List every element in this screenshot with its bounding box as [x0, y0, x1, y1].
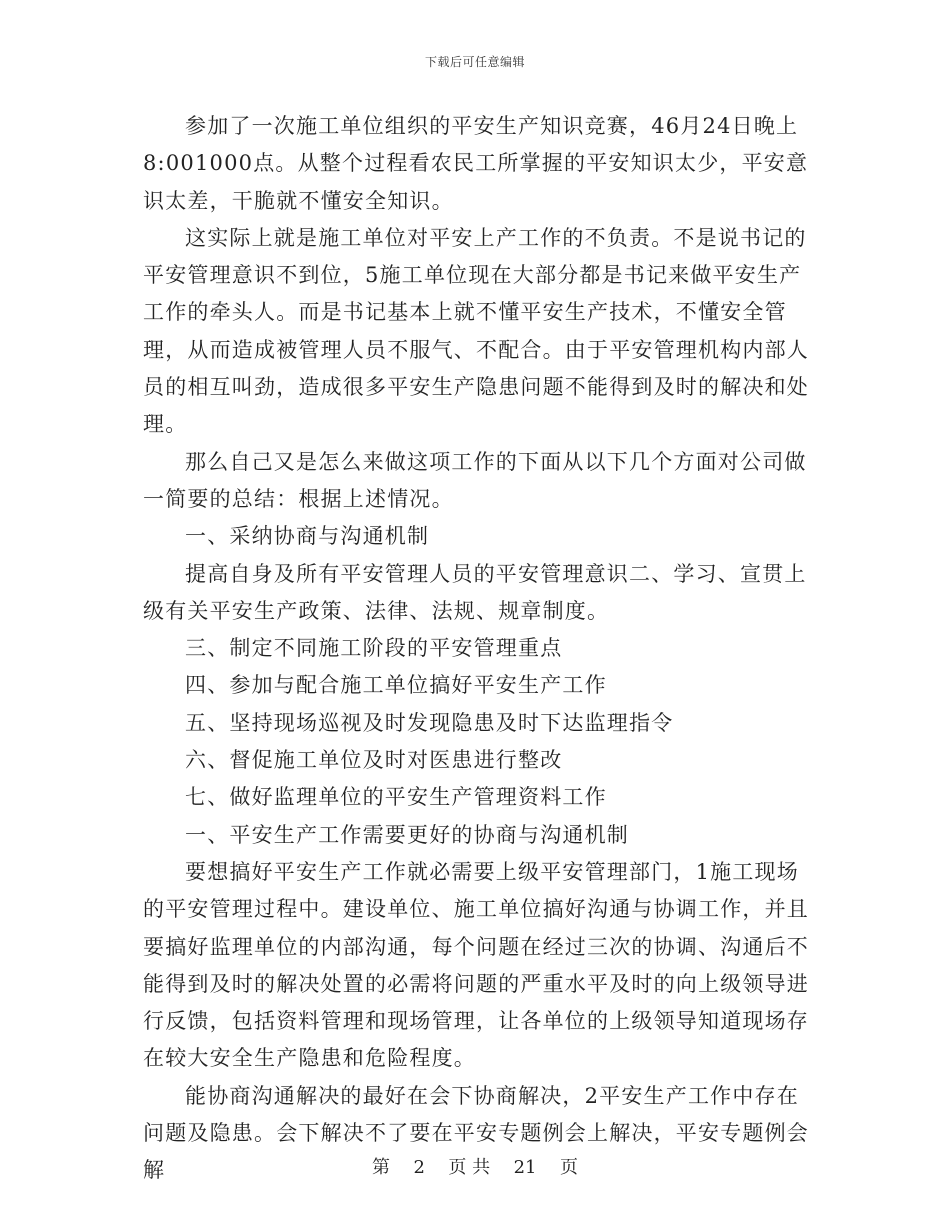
- paragraph: 这实际上就是施工单位对平安上产工作的不负责。不是说书记的平安管理意识不到位，5施工单位现在大部分都是书记来做平安生产工作的牵头人。而是书记基本上就不懂平安生产技术，不懂安全管理，从而造成被管理人员不服气、不配合。由于平安管理机构内部人员的相互叫劲，造成很多平安生产隐患问题不能得到及时的解决和处理。: [143, 225, 809, 437]
- section-heading: 四、参加与配合施工单位搞好平安生产工作: [185, 673, 607, 698]
- section-heading: 五、坚持现场巡视及时发现隐患及时下达监理指令: [185, 710, 674, 735]
- paragraph: 能协商沟通解决的最好在会下协商解决，2平安生产工作中存在问题及隐患。会下解决不了要在平安专题例会上解决，平安专题例会解: [143, 1083, 809, 1183]
- paragraph: 提高自身及所有平安管理人员的平安管理意识二、学习、宣贯上级有关平安生产政策、法律、法规、规章制度。: [143, 561, 807, 623]
- section-heading: 三、制定不同施工阶段的平安管理重点: [185, 636, 563, 661]
- total-page-count: 21: [513, 1157, 537, 1178]
- document-body: [143, 108, 811, 1190]
- paragraph: 参加了一次施工单位组织的平安生产知识竞赛，46月24日晚上8:001000点。从整个过程看农民工所掌握的平安知识太少，平安意识太差，干脆就不懂安全知识。: [143, 114, 809, 213]
- section-heading: 一、平安生产工作需要更好的协商与沟通机制: [185, 822, 629, 847]
- current-page-number: 2: [413, 1157, 425, 1178]
- section-heading: 一、采纳协商与沟通机制: [185, 524, 430, 549]
- footer-middle: 页 共: [448, 1157, 491, 1178]
- page-footer: [0, 1153, 950, 1179]
- section-heading: 七、做好监理单位的平安生产管理资料工作: [185, 785, 607, 810]
- page-header: 下载后可任意编辑: [424, 55, 525, 69]
- paragraph: 那么自己又是怎么来做这项工作的下面从以下几个方面对公司做一简要的总结：根据上述情况。: [143, 449, 807, 511]
- footer-prefix: 第: [372, 1157, 391, 1178]
- paragraph: 要想搞好平安生产工作就必需要上级平安管理部门，1施工现场的平安管理过程中。建设单位、施工单位搞好沟通与协调工作，并且要搞好监理单位的内部沟通，每个问题在经过三次的协调、沟通后不能得到及时的解决处置的必需将问题的严重水平及时的向上级领导进行反馈，包括资料管理和现场管理，让各单位的上级领导知道现场存在较大安全生产隐患和危险程度。: [143, 859, 809, 1071]
- footer-suffix: 页: [559, 1157, 578, 1178]
- section-heading: 六、督促施工单位及时对医患进行整改: [185, 748, 563, 773]
